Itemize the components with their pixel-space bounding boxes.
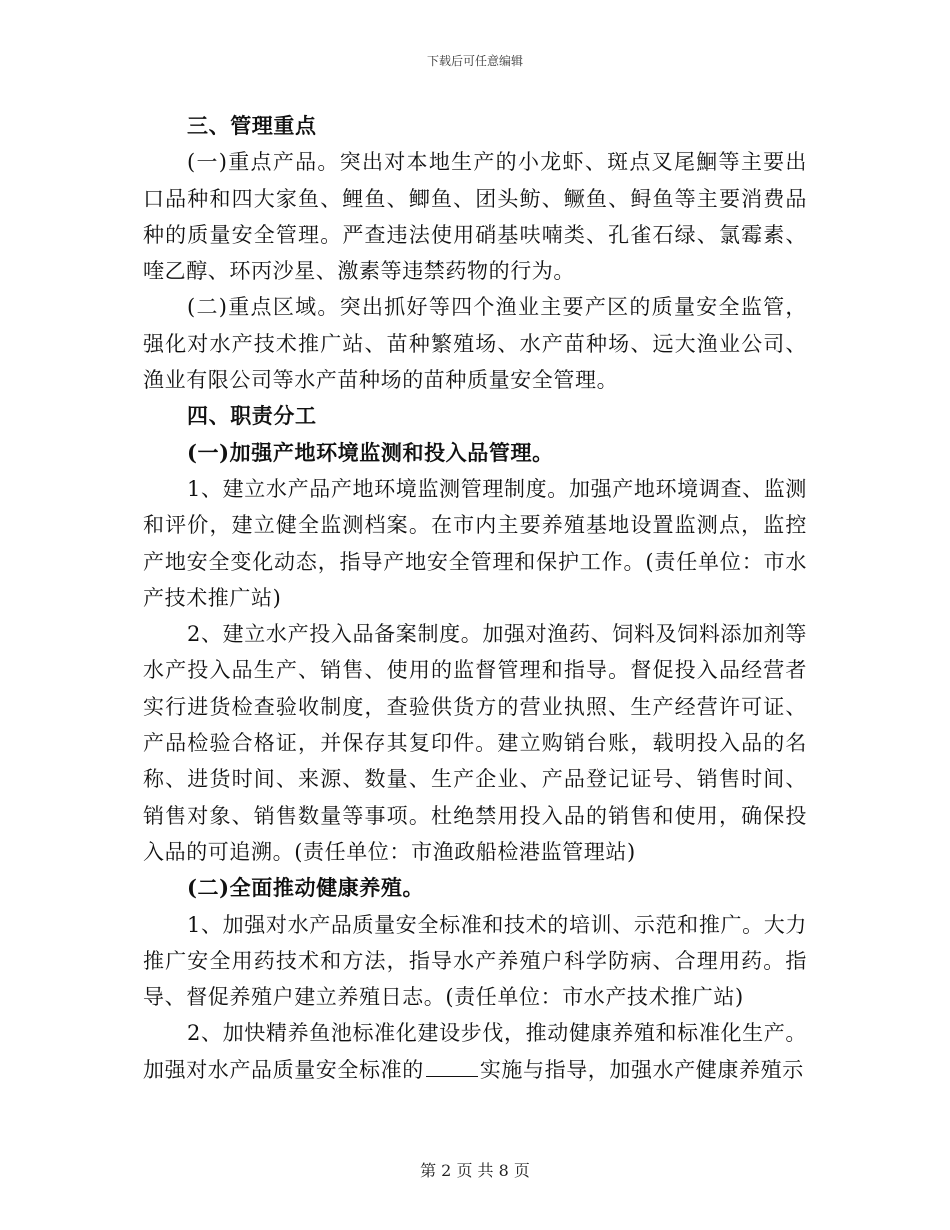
- fill-in-blank: [426, 1075, 478, 1077]
- subsection-2-title: (二)全面推动健康养殖。: [187, 875, 425, 901]
- page-header: 下载后可任意编辑: [426, 54, 523, 68]
- paragraph-key-areas: (二)重点区域。突出抓好等四个渔业主要产区的质量安全监管，强化对水产技术推广站、苗种繁殖场、水产苗种场、远大渔业公司、渔业有限公司等水产苗种场的苗种质量安全管理。: [143, 295, 807, 393]
- paragraph-standardization: [143, 1015, 807, 1088]
- page-footer: 第 2 页 共 8 页: [420, 1161, 530, 1180]
- paragraph-key-products: (一)重点产品。突出对本地生产的小龙虾、斑点叉尾鮰等主要出口品种和四大家鱼、鲤鱼、鲫鱼、团头鲂、鳜鱼、鲟鱼等主要消费品种的质量安全管理。严查违法使用硝基呋喃类、孔雀石绿、氯霉素、喹乙醇、环丙沙星、激素等违禁药物的行为。: [143, 150, 807, 284]
- subsection-1-title: (一)加强产地环境监测和投入品管理。: [187, 439, 554, 465]
- section-3-title: 三、管理重点: [187, 113, 317, 138]
- paragraph-environment-monitoring: 1、建立水产品产地环境监测管理制度。加强产地环境调查、监测和评价，建立健全监测档案。在市内主要养殖基地设置监测点，监控产地安全变化动态，指导产地安全管理和保护工作。(责任单位：市水产技术推广站): [143, 476, 807, 610]
- paragraph-standardization-part-b: 实施与指导，加强水产健康养殖示: [479, 1057, 804, 1082]
- paragraph-input-registration: 2、建立水产投入品备案制度。加强对渔药、饲料及饲料添加剂等水产投入品生产、销售、使用的监督管理和指导。督促投入品经营者实行进货检查验收制度，查验供货方的营业执照、生产经营许可证、产品检验合格证，并保存其复印件。建立购销台账，载明投入品的名称、进货时间、来源、数量、生产企业、产品登记证号、销售时间、销售对象、销售数量等事项。杜绝禁用投入品的销售和使用，确保投入品的可追溯。(责任单位：市渔政船检港监管理站): [143, 622, 807, 864]
- paragraph-training: 1、加强对水产品质量安全标准和技术的培训、示范和推广。大力推广安全用药技术和方法，指导水产养殖户科学防病、合理用药。指导、督促养殖户建立养殖日志。(责任单位：市水产技术推广站): [143, 912, 807, 1010]
- document-body: [143, 108, 807, 1088]
- paragraph-standardization-part-a: 2、加快精养鱼池标准化建设步伐，推动健康养殖和标准化生产。加强对水产品质量安全标准的: [143, 1021, 807, 1082]
- section-4-title: 四、职责分工: [187, 403, 317, 429]
